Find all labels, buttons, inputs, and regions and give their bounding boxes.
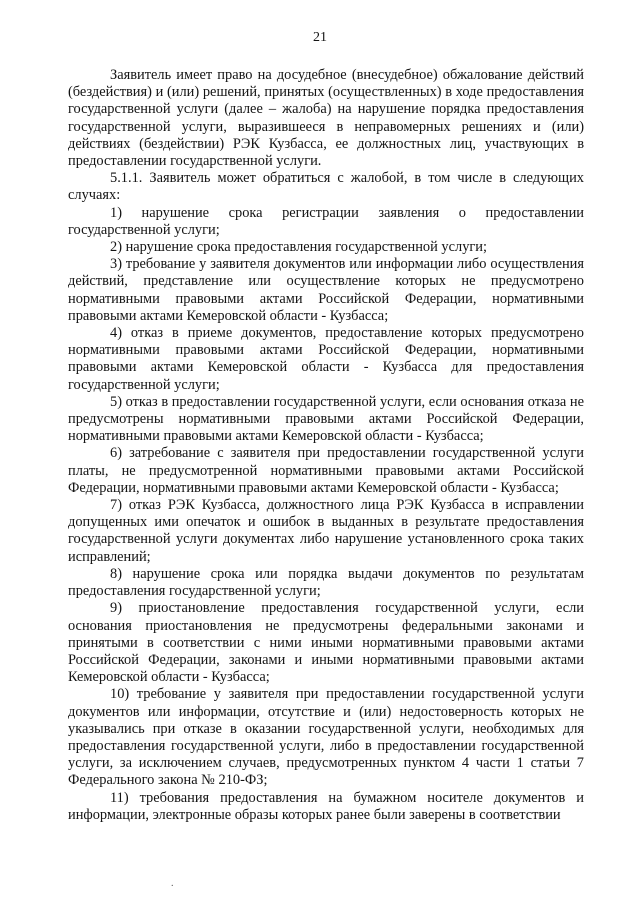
list-item-5: 5) отказ в предоставлении государственной услуги, если основания отказа не предусмотрены нормативными правовыми актами Российской Федерации, нормативными правовыми актами Кемеровской области - Кузбасса; — [68, 393, 584, 445]
list-item-1: 1) нарушение срока регистрации заявления о предоставлении государственной услуги; — [68, 204, 584, 238]
paragraph-5-1-1: 5.1.1. Заявитель может обратиться с жалобой, в том числе в следующих случаях: — [68, 170, 584, 204]
list-item-9: 9) приостановление предоставления государственной услуги, если основания приостановления не предусмотрены федеральными законами и принятыми в соответствии с ними иными нормативными правовыми актами Российской Федерации, законами и иными нормативными правовыми актами Кемеровской области - Кузбасса; — [68, 600, 584, 686]
document-body — [68, 67, 584, 824]
paragraph-intro: Заявитель имеет право на досудебное (внесудебное) обжалование действий (бездействия) и (или) решений, принятых (осуществленных) в ходе предоставления государственной услуги (далее – жалоба) на нарушение порядка предоставления государственной услуги, выразившееся в неправомерных решениях и (или) действиях (бездействии) РЭК Кузбасса, ее должностных лиц, участвующих в предоставлении государственной услуги. — [68, 67, 584, 170]
list-item-10: 10) требование у заявителя при предоставлении государственной услуги документов или информации, отсутствие и (или) недостоверность которых не указывались при отказе в оказании государственной услуги, необходимых для предоставления государственной услуги, либо в предоставлении государственной услуги, за исключением случаев, предусмотренных пунктом 4 части 1 статьи 7 Федерального закона № 210-ФЗ; — [68, 686, 584, 789]
page-number: 21 — [313, 30, 327, 45]
list-item-2: 2) нарушение срока предоставления государственной услуги; — [110, 239, 487, 256]
list-item-4: 4) отказ в приеме документов, предоставление которых предусмотрено нормативными правовыми актами Российской Федерации, нормативными правовыми актами Кемеровской области - Кузбасса для предоставления государственной услуги; — [68, 325, 584, 393]
stray-scan-mark: . — [171, 878, 174, 889]
list-item-6: 6) затребование с заявителя при предоставлении государственной услуги платы, не предусмотренной нормативными правовыми актами Российской Федерации, нормативными правовыми актами Кемеровской области - Кузбасса; — [68, 445, 584, 496]
list-item-3: 3) требование у заявителя документов или информации либо осуществления действий, представление или осуществление которых не предусмотрено нормативными правовыми актами Российской Федерации, нормативными правовыми актами Кемеровской области - Кузбасса; — [68, 256, 584, 324]
list-item-11: 11) требования предоставления на бумажном носителе документов и информации, электронные образы которых ранее были заверены в соответствии — [68, 789, 584, 823]
list-item-7: 7) отказ РЭК Кузбасса, должностного лица РЭК Кузбасса в исправлении допущенных ими опечаток и ошибок в выданных в результате предоставления государственной услуги документах либо нарушение установленного срока таких исправлений; — [68, 497, 584, 565]
list-item-8: 8) нарушение срока или порядка выдачи документов по результатам предоставления государственной услуги; — [68, 565, 584, 600]
